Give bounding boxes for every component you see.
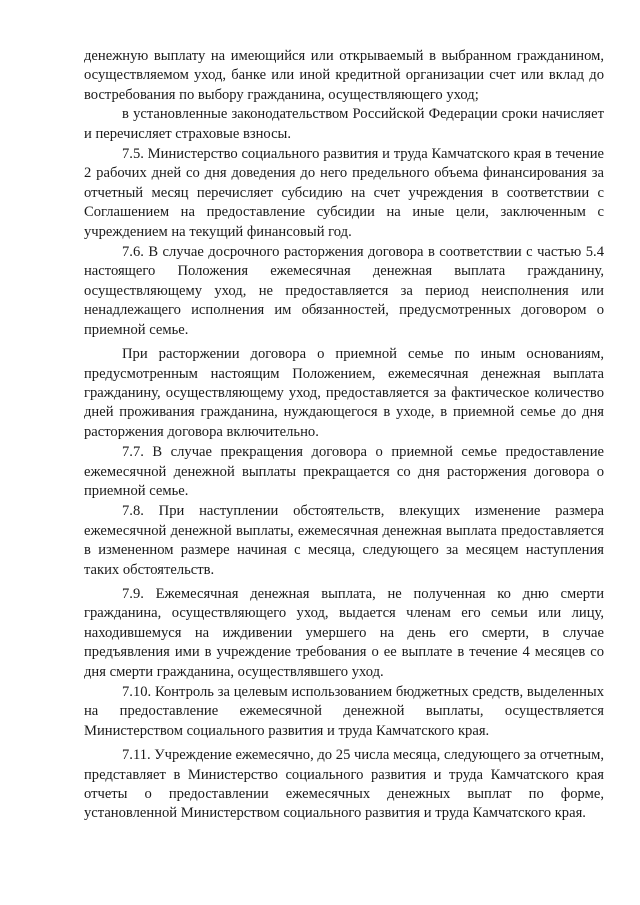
paragraph-7-5: 7.5. Министерство социального развития и труда Камчатского края в течение 2 рабочих дней со дня доведения до него предельного объема финансирования за отчетный месяц перечисляет субсидию на счет учреждения в соответствии с Соглашением на предоставление субсидии на иные цели, заключенным с учреждением на текущий финансовый год. bbox=[84, 146, 604, 240]
paragraph-7-6: 7.6. В случае досрочного расторжения договора в соответствии с частью 5.4 настоящего Положения ежемесячная денежная выплата гражданину, осуществляющему уход, не предоставляется за период неисполнения или ненадлежащего исполнения им обязанностей, предусмотренных договором о приемной семье. bbox=[84, 244, 604, 338]
paragraph-7-10: 7.10. Контроль за целевым использованием бюджетных средств, выделенных на предоставление ежемесячной денежной выплаты, осуществляется Министерством социального развития и труда Камчатского края. bbox=[84, 684, 604, 739]
document-page bbox=[84, 47, 604, 824]
paragraph-7-8: 7.8. При наступлении обстоятельств, влекущих изменение размера ежемесячной денежной выплаты, ежемесячная денежная выплата предоставляется в измененном размере начиная с месяца, следующего за месяцем наступления таких обстоятельств. bbox=[84, 503, 604, 578]
paragraph-insurance-contributions: в установленные законодательством Российской Федерации сроки начисляет и перечисляет страховые взносы. bbox=[84, 106, 604, 142]
paragraph-termination-other-grounds: При расторжении договора о приемной семье по иным основаниям, предусмотренным настоящим Положением, ежемесячная денежная выплата гражданину, осуществляющему уход, предоставляется за фактическое количество дней проживания гражданина, нуждающегося в уходе, в приемной семье до дня расторжения договора включительно. bbox=[84, 346, 604, 440]
paragraph-payment-account: денежную выплату на имеющийся или открываемый в выбранном гражданином, осуществляемом уход, банке или иной кредитной организации счет или вклад до востребования по выбору гражданина, осуществляющего уход; bbox=[84, 48, 604, 103]
paragraph-7-9: 7.9. Ежемесячная денежная выплата, не полученная ко дню смерти гражданина, осуществляющего уход, выдается членам его семьи или лицу, находившемуся на иждивении умершего на день его смерти, в случае предъявления ими в учреждение требования о ее выплате в течение 4 месяцев со дня смерти гражданина, осуществлявшего уход. bbox=[84, 585, 604, 680]
paragraph-7-11: 7.11. Учреждение ежемесячно, до 25 числа месяца, следующего за отчетным, представляет в Министерство социального развития и труда Камчатского края отчеты о предоставлении ежемесячных денежных выплат по форме, установленной Министерством социального развития и труда Камчатского края. bbox=[84, 747, 604, 822]
paragraph-7-7: 7.7. В случае прекращения договора о приемной семье предоставление ежемесячной денежной выплаты прекращается со дня расторжения договора о приемной семье. bbox=[84, 444, 604, 499]
